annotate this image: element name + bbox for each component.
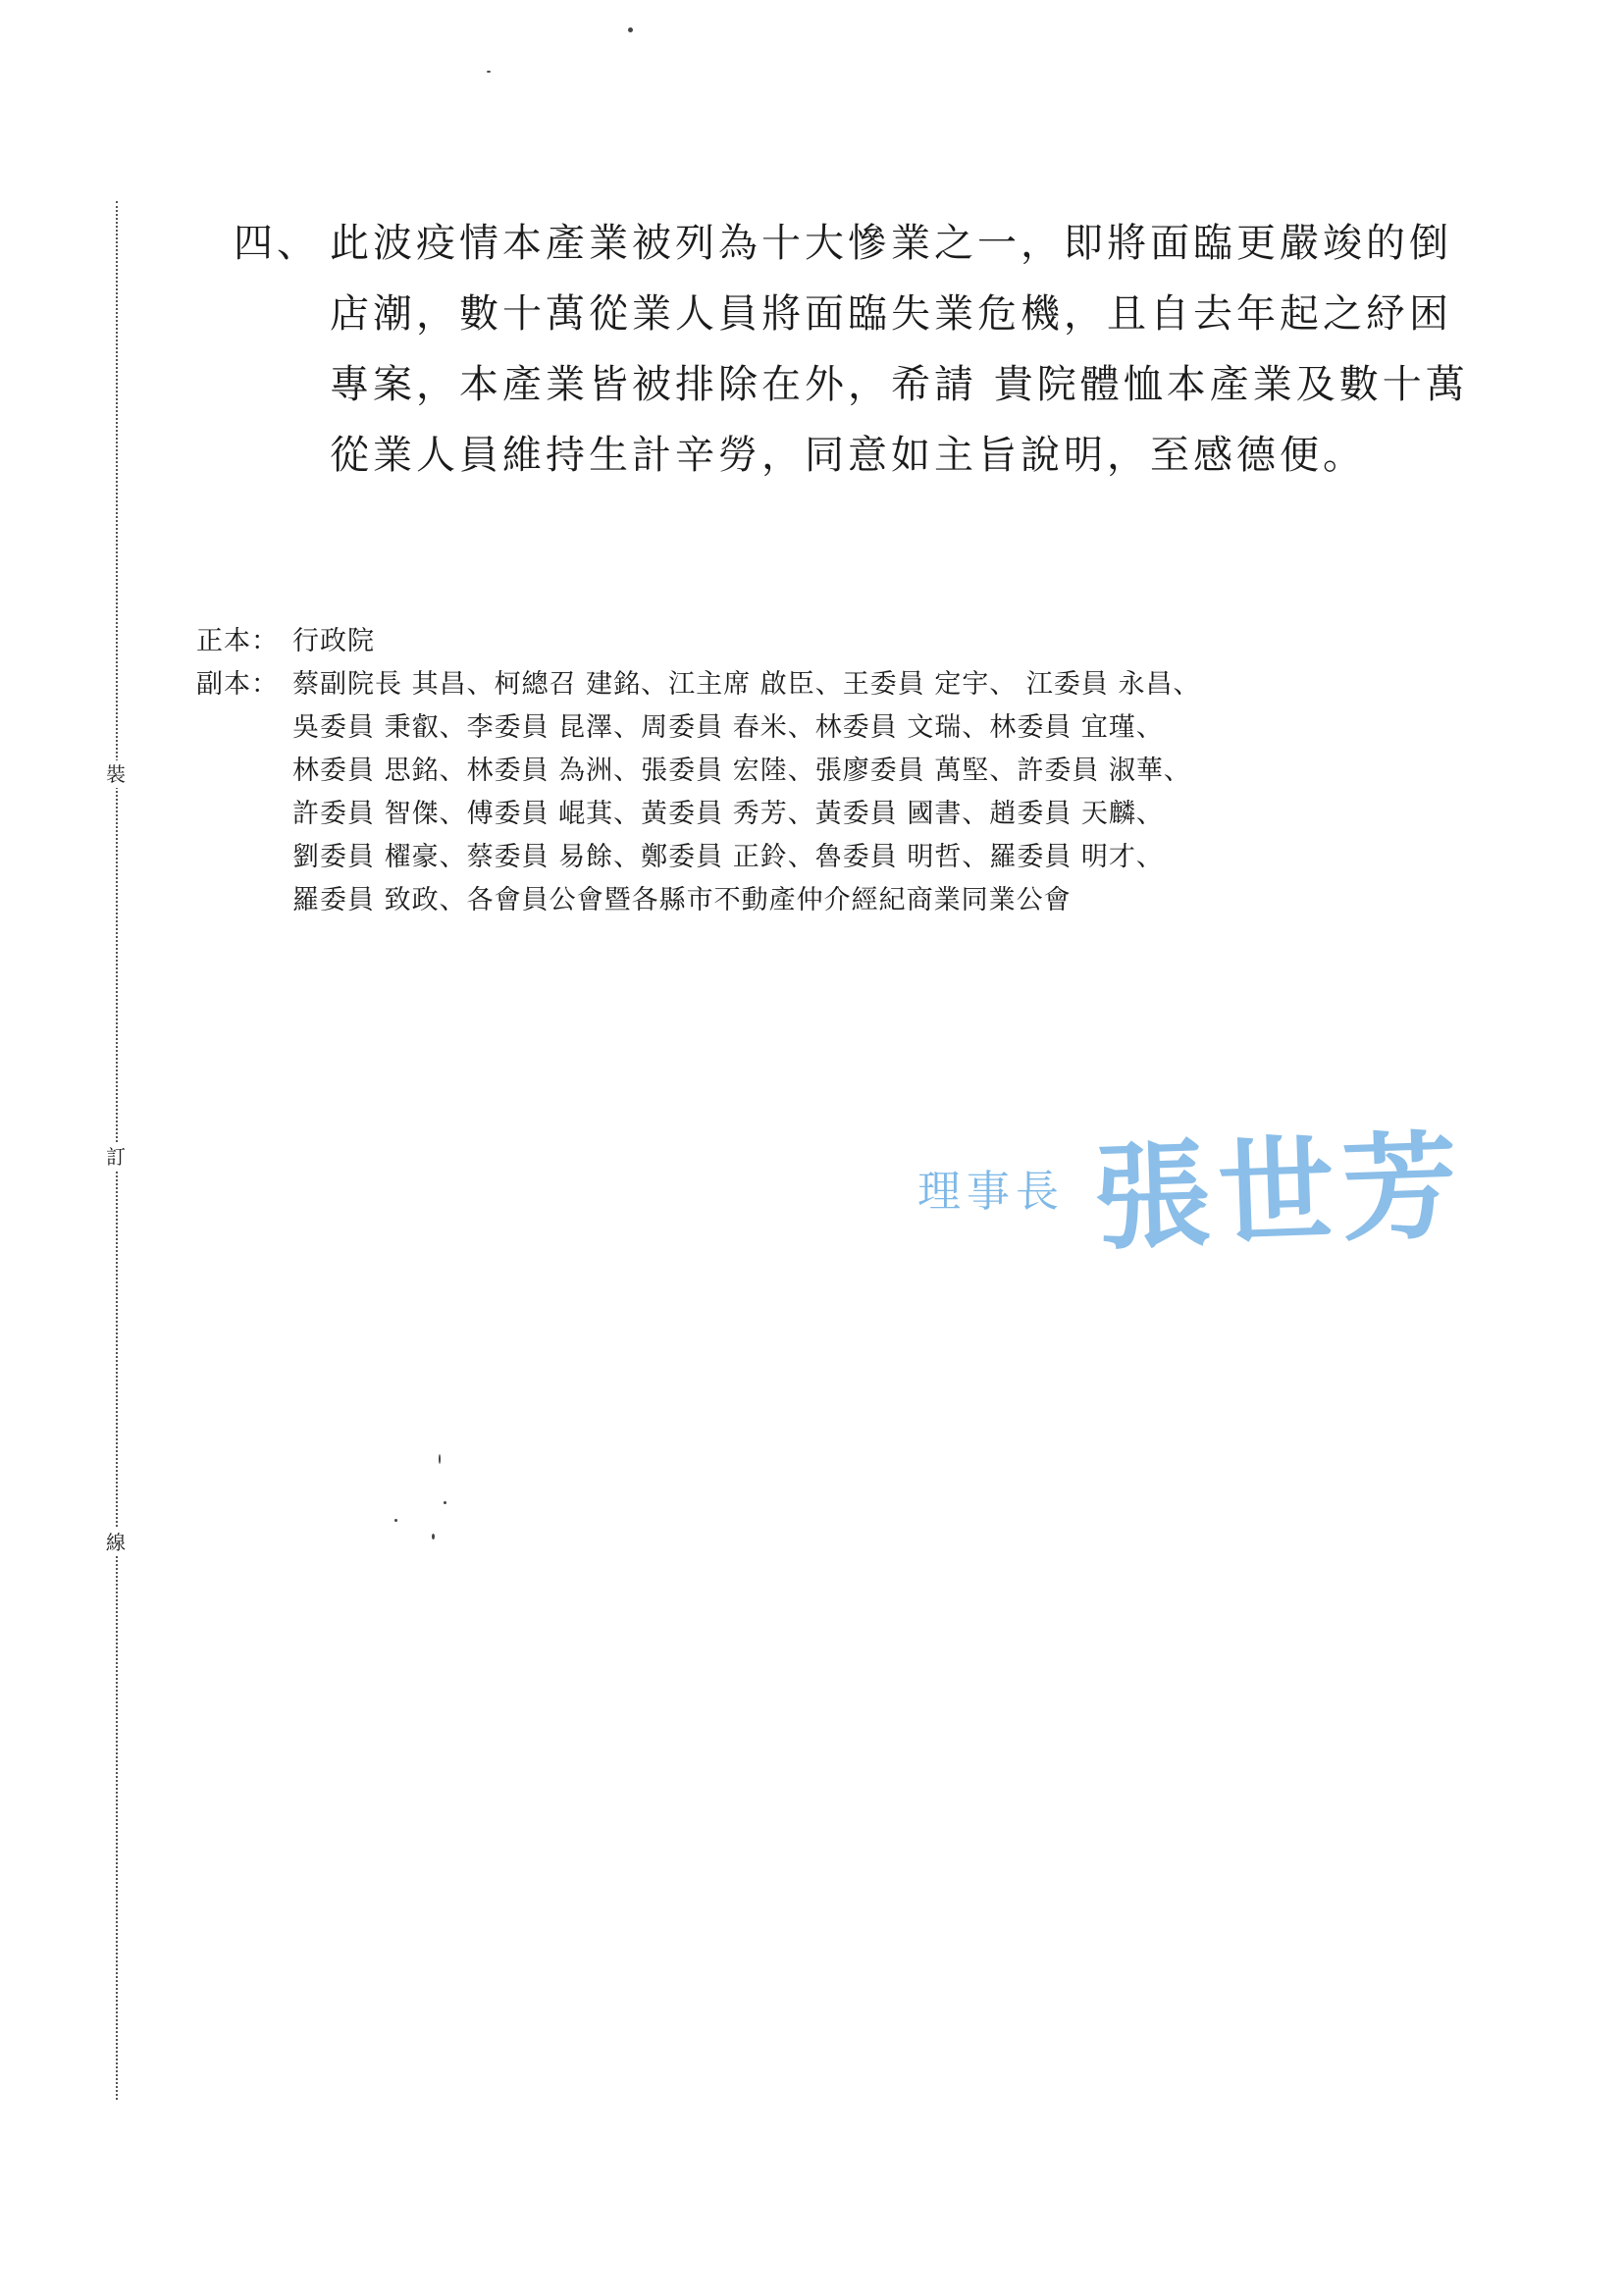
recipients-block — [196, 620, 1433, 922]
binding-mark-ding: 訂 — [102, 1143, 130, 1171]
original-recipient — [196, 620, 1433, 663]
scan-speck — [432, 1534, 435, 1539]
item-line: 從業人員維持生計辛勞，同意如主旨說明，至感德便。 — [330, 433, 1366, 478]
copy-line: 許委員 智傑、傅委員 崐萁、黃委員 秀芳、黃委員 國書、趙委員 天麟、 — [292, 799, 1164, 829]
signature-name: 張世芳 — [1092, 1117, 1468, 1267]
item-line: 此波疫情本產業被列為十大慘業之一，即將面臨更嚴竣的倒 — [330, 221, 1452, 266]
chairman-signature-stamp — [917, 1099, 1468, 1267]
scan-speck — [444, 1501, 446, 1504]
binding-mark-zhuang: 裝 — [102, 760, 130, 788]
item-line: 店潮，數十萬從業人員將面臨失業危機，且自去年起之紓困 — [330, 291, 1452, 337]
scan-speck — [628, 27, 633, 32]
original-value: 行政院 — [292, 626, 375, 656]
scan-speck — [487, 71, 491, 73]
item-paragraph — [330, 208, 1473, 491]
item-line: 專案，本產業皆被排除在外，希請 貴院體恤本產業及數十萬 — [330, 362, 1469, 407]
binding-mark-xian: 線 — [102, 1529, 130, 1556]
signature-title: 理事長 — [917, 1167, 1065, 1217]
original-label: 正本： — [196, 626, 279, 656]
copy-recipients — [196, 663, 1433, 706]
copy-line: 林委員 思銘、林委員 為洲、張委員 宏陸、張廖委員 萬堅、許委員 淑華、 — [292, 756, 1191, 786]
item-number: 四、 — [234, 221, 320, 266]
copy-label: 副本： — [196, 669, 279, 700]
copy-line: 劉委員 櫂豪、蔡委員 易餘、鄭委員 正鈴、魯委員 明哲、羅委員 明才、 — [292, 842, 1164, 872]
scan-speck — [394, 1519, 397, 1522]
scan-speck — [439, 1454, 441, 1464]
copy-line: 吳委員 秉叡、李委員 昆澤、周委員 春米、林委員 文瑞、林委員 宜瑾、 — [292, 712, 1164, 743]
copy-line: 羅委員 致政、各會員公會暨各縣市不動產仲介經紀商業同業公會 — [292, 885, 1072, 915]
copy-line: 蔡副院長 其昌、柯總召 建銘、江主席 啟臣、王委員 定宇、 江委員 永昌、 — [292, 669, 1201, 700]
